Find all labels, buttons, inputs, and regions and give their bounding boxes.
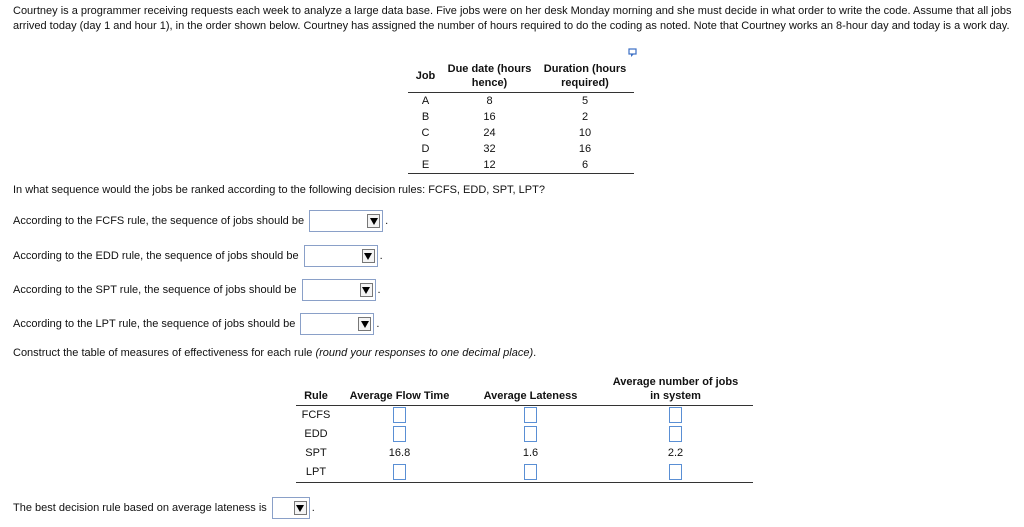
lpt-label: According to the LPT rule, the sequence of jobs should be bbox=[13, 318, 296, 330]
duration-cell: 5 bbox=[581, 94, 589, 107]
job-cell: B bbox=[421, 110, 430, 123]
spt-label: According to the SPT rule, the sequence of jobs should be bbox=[13, 284, 297, 296]
edd-jobs-input[interactable] bbox=[669, 426, 682, 442]
rule-cell: EDD bbox=[304, 428, 328, 440]
job-header: Job bbox=[408, 60, 443, 92]
job-cell: E bbox=[408, 157, 443, 174]
lpt-line: According to the LPT rule, the sequence of jobs should be . bbox=[13, 313, 379, 335]
lpt-sequence-dropdown[interactable] bbox=[300, 313, 374, 335]
spt-jobs-value: 2.2 bbox=[667, 446, 684, 459]
duration-cell: 16 bbox=[578, 142, 592, 155]
edd-sequence-dropdown[interactable] bbox=[304, 245, 378, 267]
lateness-header: Average Lateness bbox=[463, 372, 598, 405]
duration-cell: 2 bbox=[581, 110, 589, 123]
measures-table bbox=[296, 372, 753, 483]
fcfs-label: According to the FCFS rule, the sequence of jobs should be bbox=[13, 215, 305, 227]
table-row bbox=[296, 444, 753, 463]
due-cell: 16 bbox=[483, 110, 496, 123]
due-cell: 32 bbox=[483, 142, 496, 155]
job-table bbox=[408, 60, 634, 174]
due-date-header: Due date (hours hence) bbox=[443, 60, 536, 92]
due-cell: 24 bbox=[483, 126, 496, 139]
fcfs-flow-time-input[interactable] bbox=[393, 407, 406, 423]
jobs-in-system-header: Average number of jobs in system bbox=[598, 372, 753, 405]
problem-statement: Courtney is a programmer receiving requests each week to analyze a large data base. Five jobs were on her desk Monday morning and she must decide in what order to write the code. Assume that all jobs arrived today (day 1 and hour 1), in the order shown below. Courtney has assigned the number of hours required to do the coding as noted. Note that Courtney works an 8-hour day and today is a work day. bbox=[13, 5, 1012, 32]
edd-flow-time-input[interactable] bbox=[393, 426, 406, 442]
spt-flow-time-value: 16.8 bbox=[388, 446, 411, 459]
table-row bbox=[296, 405, 753, 425]
table-row bbox=[296, 425, 753, 444]
edd-line: According to the EDD rule, the sequence of jobs should be . bbox=[13, 245, 383, 267]
table-row bbox=[408, 92, 634, 109]
rule-cell: LPT bbox=[296, 463, 336, 483]
flow-time-header: Average Flow Time bbox=[336, 372, 463, 405]
edit-icon[interactable] bbox=[628, 48, 638, 58]
lpt-lateness-input[interactable] bbox=[524, 464, 537, 480]
edd-label: According to the EDD rule, the sequence of jobs should be bbox=[13, 250, 299, 262]
edd-lateness-input[interactable] bbox=[524, 426, 537, 442]
sequence-question: In what sequence would the jobs be ranked according to the following decision rules: FCFS, EDD, SPT, LPT? bbox=[13, 184, 545, 196]
best-rule-label: The best decision rule based on average lateness is bbox=[13, 502, 267, 514]
chevron-down-icon[interactable] bbox=[294, 501, 307, 515]
fcfs-line: According to the FCFS rule, the sequence of jobs should be . bbox=[13, 210, 388, 232]
rounding-note: (round your responses to one decimal place) bbox=[315, 347, 534, 359]
fcfs-sequence-dropdown[interactable] bbox=[309, 210, 383, 232]
table-row bbox=[296, 463, 753, 483]
fcfs-lateness-input[interactable] bbox=[524, 407, 537, 423]
spt-line: According to the SPT rule, the sequence of jobs should be . bbox=[13, 279, 381, 301]
best-rule-line: The best decision rule based on average lateness is . bbox=[13, 497, 315, 519]
chevron-down-icon[interactable] bbox=[362, 249, 375, 263]
rule-cell: SPT bbox=[305, 447, 327, 459]
job-cell: A bbox=[421, 94, 430, 107]
best-rule-dropdown[interactable] bbox=[272, 497, 310, 519]
lpt-jobs-input[interactable] bbox=[669, 464, 682, 480]
fcfs-jobs-input[interactable] bbox=[669, 407, 682, 423]
rule-header: Rule bbox=[296, 372, 336, 405]
chevron-down-icon[interactable] bbox=[358, 317, 371, 331]
due-cell: 8 bbox=[486, 94, 493, 107]
chevron-down-icon[interactable] bbox=[367, 214, 380, 228]
job-cell: C bbox=[421, 126, 430, 139]
table-row bbox=[408, 125, 634, 141]
chevron-down-icon[interactable] bbox=[360, 283, 373, 297]
table-row bbox=[408, 109, 634, 125]
lpt-flow-time-input[interactable] bbox=[393, 464, 406, 480]
job-cell: D bbox=[421, 142, 430, 155]
table-row bbox=[408, 157, 634, 174]
duration-header: Duration (hours required) bbox=[536, 60, 634, 92]
spt-sequence-dropdown[interactable] bbox=[302, 279, 376, 301]
duration-cell: 6 bbox=[536, 157, 634, 174]
table-row bbox=[408, 141, 634, 157]
rule-cell: FCFS bbox=[301, 409, 331, 421]
spt-lateness-value: 1.6 bbox=[522, 446, 539, 459]
due-cell: 12 bbox=[443, 157, 536, 174]
duration-cell: 10 bbox=[578, 126, 592, 139]
construct-instruction: Construct the table of measures of effectiveness for each rule (round your responses to one decimal place). bbox=[13, 347, 537, 359]
